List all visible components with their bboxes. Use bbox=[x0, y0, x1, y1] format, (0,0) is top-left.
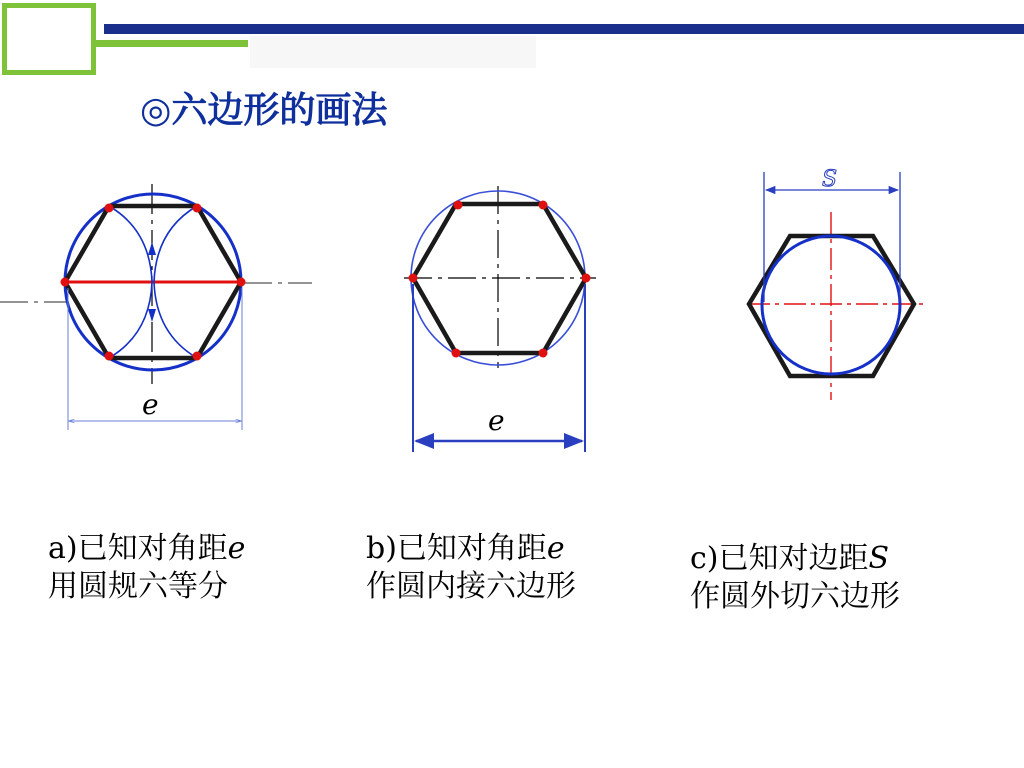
figure-b-point bbox=[454, 201, 463, 210]
figure-c bbox=[748, 167, 928, 400]
figure-b-caption-text: 已知对角距 bbox=[396, 531, 547, 566]
figure-a-dimension-label: e bbox=[142, 388, 159, 421]
figure-b-point bbox=[582, 274, 591, 283]
figure-b-dimension-label: e bbox=[488, 404, 505, 437]
figure-c-caption-line2: 作圆外切六边形 bbox=[690, 579, 900, 614]
figure-b-caption-line1 bbox=[366, 530, 576, 568]
figure-b-caption bbox=[366, 530, 576, 606]
figure-a-arc-bottom-left bbox=[109, 282, 152, 358]
figure-a-arc-top-right bbox=[154, 206, 197, 282]
figure-a-caption bbox=[48, 530, 245, 606]
figure-a-caption-prefix: a) bbox=[48, 531, 78, 566]
figure-b bbox=[404, 186, 596, 452]
figure-b-point bbox=[452, 349, 461, 358]
figure-b-point bbox=[539, 349, 548, 358]
figure-a-point bbox=[193, 352, 202, 361]
figure-a-caption-text: 已知对角距 bbox=[77, 531, 228, 566]
figure-a-point bbox=[61, 278, 70, 287]
figure-a bbox=[0, 184, 312, 430]
figure-a-arc-bottom-right bbox=[154, 282, 197, 358]
figure-c-caption-prefix: c) bbox=[690, 541, 719, 576]
figure-b-caption-line2: 作圆内接六边形 bbox=[366, 569, 576, 604]
figure-a-arc-arrow-up bbox=[148, 242, 156, 255]
figure-a-point bbox=[193, 204, 202, 213]
figure-a-caption-line1 bbox=[48, 530, 245, 568]
figure-a-point bbox=[105, 204, 114, 213]
figure-c-caption-line1 bbox=[690, 540, 900, 578]
figure-a-caption-var: e bbox=[227, 531, 246, 566]
figure-a-point bbox=[105, 352, 114, 361]
figure-b-point bbox=[539, 201, 548, 210]
figure-a-arc-top-left bbox=[109, 206, 152, 282]
figure-c-caption-text: 已知对边距 bbox=[718, 541, 869, 576]
figure-a-caption-line2: 用圆规六等分 bbox=[48, 569, 228, 604]
figure-b-caption-var: e bbox=[546, 531, 565, 566]
slide-title: ◎六边形的画法 bbox=[140, 90, 388, 131]
figure-b-point bbox=[409, 274, 418, 283]
figure-c-dimension-label: S bbox=[822, 167, 838, 192]
figure-b-caption-prefix: b) bbox=[366, 531, 397, 566]
figure-a-point bbox=[237, 278, 246, 287]
figure-c-caption bbox=[690, 540, 900, 616]
figure-a-arc-arrow-down bbox=[148, 309, 156, 322]
figure-c-caption-var: S bbox=[868, 541, 890, 576]
